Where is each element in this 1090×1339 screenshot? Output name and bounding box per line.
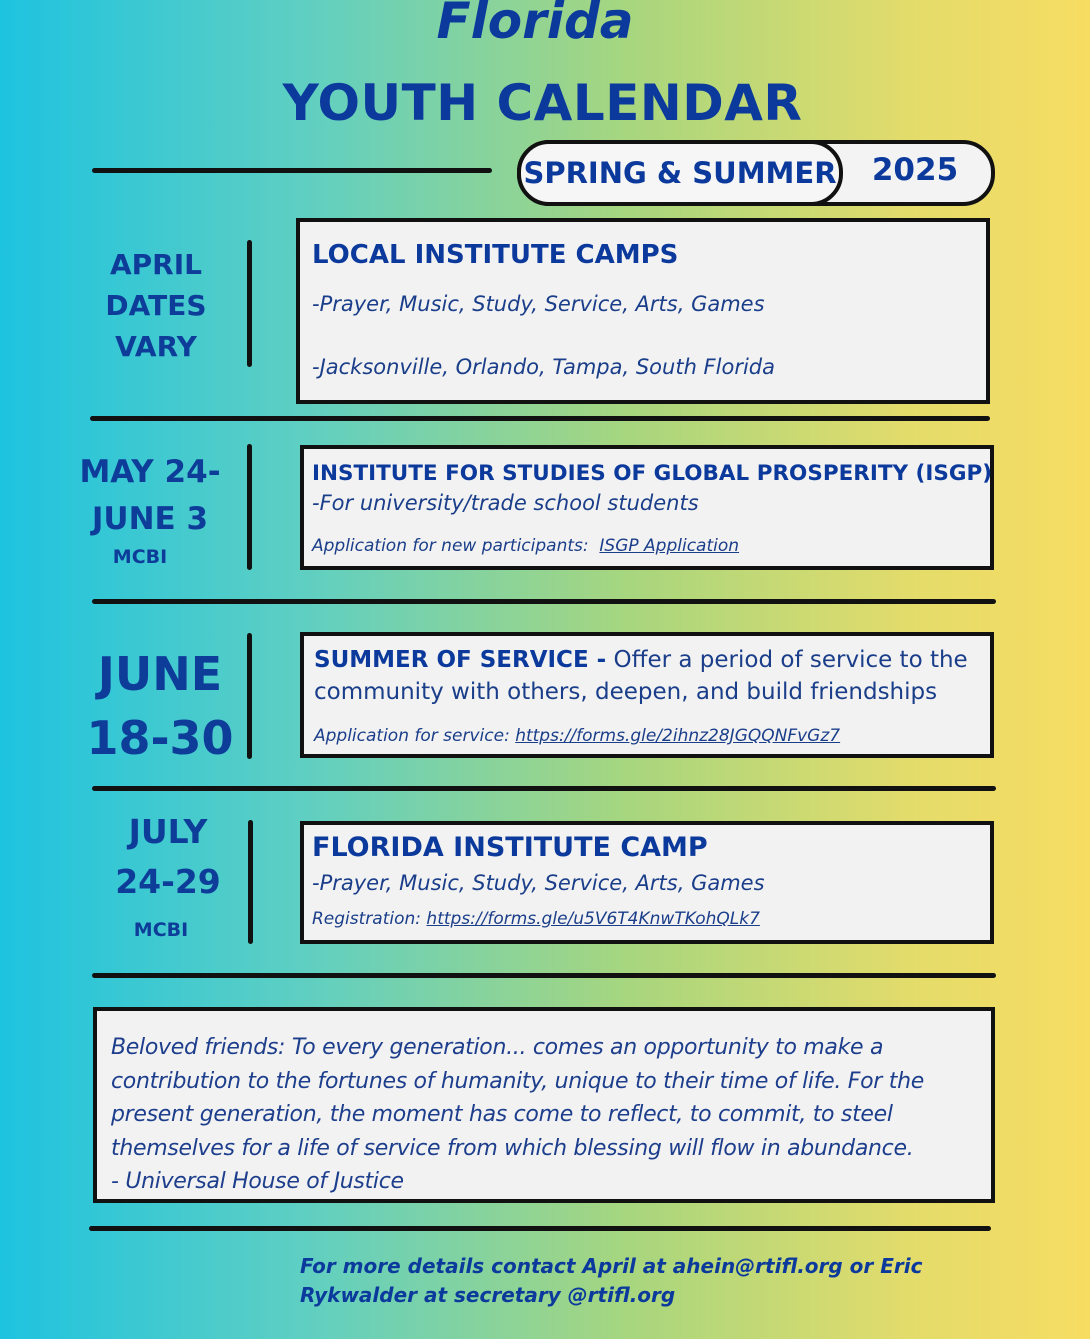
date-line: APRIL [109, 248, 202, 281]
date-separator [247, 444, 252, 570]
registration-row [312, 909, 760, 929]
date-separator [247, 240, 252, 367]
isgp-application-link[interactable]: ISGP Application [599, 536, 740, 556]
event-audience: -For university/trade school students [312, 491, 699, 515]
date-line: VARY [115, 330, 197, 363]
quote-box [93, 1007, 995, 1203]
event-title: SUMMER OF SERVICE - [314, 647, 607, 673]
event-locations: -Jacksonville, Orlando, Tampa, South Florida [312, 355, 775, 379]
event-activities: -Prayer, Music, Study, Service, Arts, Games [312, 871, 765, 895]
header-state: Florida [436, 0, 634, 50]
section-divider [89, 1226, 991, 1231]
date-line: DATES [105, 289, 207, 322]
section-divider [92, 599, 996, 604]
service-application-link[interactable]: https://forms.gle/2ihnz28JGQQNFvGz7 [515, 726, 841, 746]
event-title: FLORIDA INSTITUTE CAMP [312, 832, 708, 863]
quote-attribution: - Universal House of Justice [111, 1169, 404, 1194]
section-divider [92, 786, 996, 791]
event-date-april [70, 244, 242, 367]
event-date-july [88, 810, 248, 950]
quote-line: present generation, the moment has come to reflect, to commit, to steel [111, 1102, 893, 1127]
date-line: JUNE 3 [91, 501, 209, 537]
date-separator [247, 633, 252, 759]
application-row [314, 726, 840, 746]
date-line: JULY [128, 812, 208, 851]
event-card-summer-service [300, 632, 994, 758]
season-label: SPRING & SUMMER [517, 140, 843, 206]
quote-text [111, 1031, 924, 1199]
event-activities: -Prayer, Music, Study, Service, Arts, Games [312, 292, 765, 316]
event-card-florida-camp [300, 821, 994, 944]
date-line: 18-30 [86, 711, 234, 765]
event-title: LOCAL INSTITUTE CAMPS [312, 240, 679, 270]
date-line: 24-29 [115, 862, 221, 901]
quote-line: contribution to the fortunes of humanity, unique to their time of life. For the [111, 1068, 924, 1094]
contact-line: Rykwalder at secretary @rtifl.org [300, 1283, 676, 1307]
date-line: JUNE [97, 647, 223, 701]
contact-line: For more details contact April at ahein@rtifl.org or Eric [300, 1254, 923, 1278]
event-card-local-camps [296, 218, 990, 404]
event-desc-line2: community with others, deepen, and build friendships [314, 679, 938, 705]
application-label: Application for new participants: [312, 536, 589, 556]
event-date-june [80, 642, 240, 770]
year-label: 2025 [871, 152, 959, 188]
page-title: YOUTH CALENDAR [282, 74, 803, 132]
event-card-isgp [300, 445, 994, 570]
date-line: MAY 24- [79, 454, 221, 490]
date-venue: MCBI [112, 546, 168, 568]
quote-line: themselves for a life of service from which blessing will flow in abundance. [111, 1135, 914, 1161]
quote-line: Beloved friends: To every generation... comes an opportunity to make a [111, 1035, 884, 1060]
event-desc-line1: Offer a period of service to the [613, 647, 968, 673]
date-venue: MCBI [133, 919, 189, 941]
event-date-may [70, 450, 230, 570]
header-divider [92, 168, 492, 173]
registration-link[interactable]: https://forms.gle/u5V6T4KnwTKohQLk7 [426, 909, 760, 929]
section-divider [90, 416, 990, 421]
contact-footer [300, 1252, 922, 1310]
application-row [312, 536, 739, 556]
section-divider [92, 973, 996, 978]
event-title: INSTITUTE FOR STUDIES OF GLOBAL PROSPERITY (ISGP) [312, 461, 993, 486]
event-description [314, 644, 968, 708]
application-label: Application for service: [314, 726, 510, 746]
registration-label: Registration: [312, 909, 422, 929]
date-separator [248, 820, 253, 944]
